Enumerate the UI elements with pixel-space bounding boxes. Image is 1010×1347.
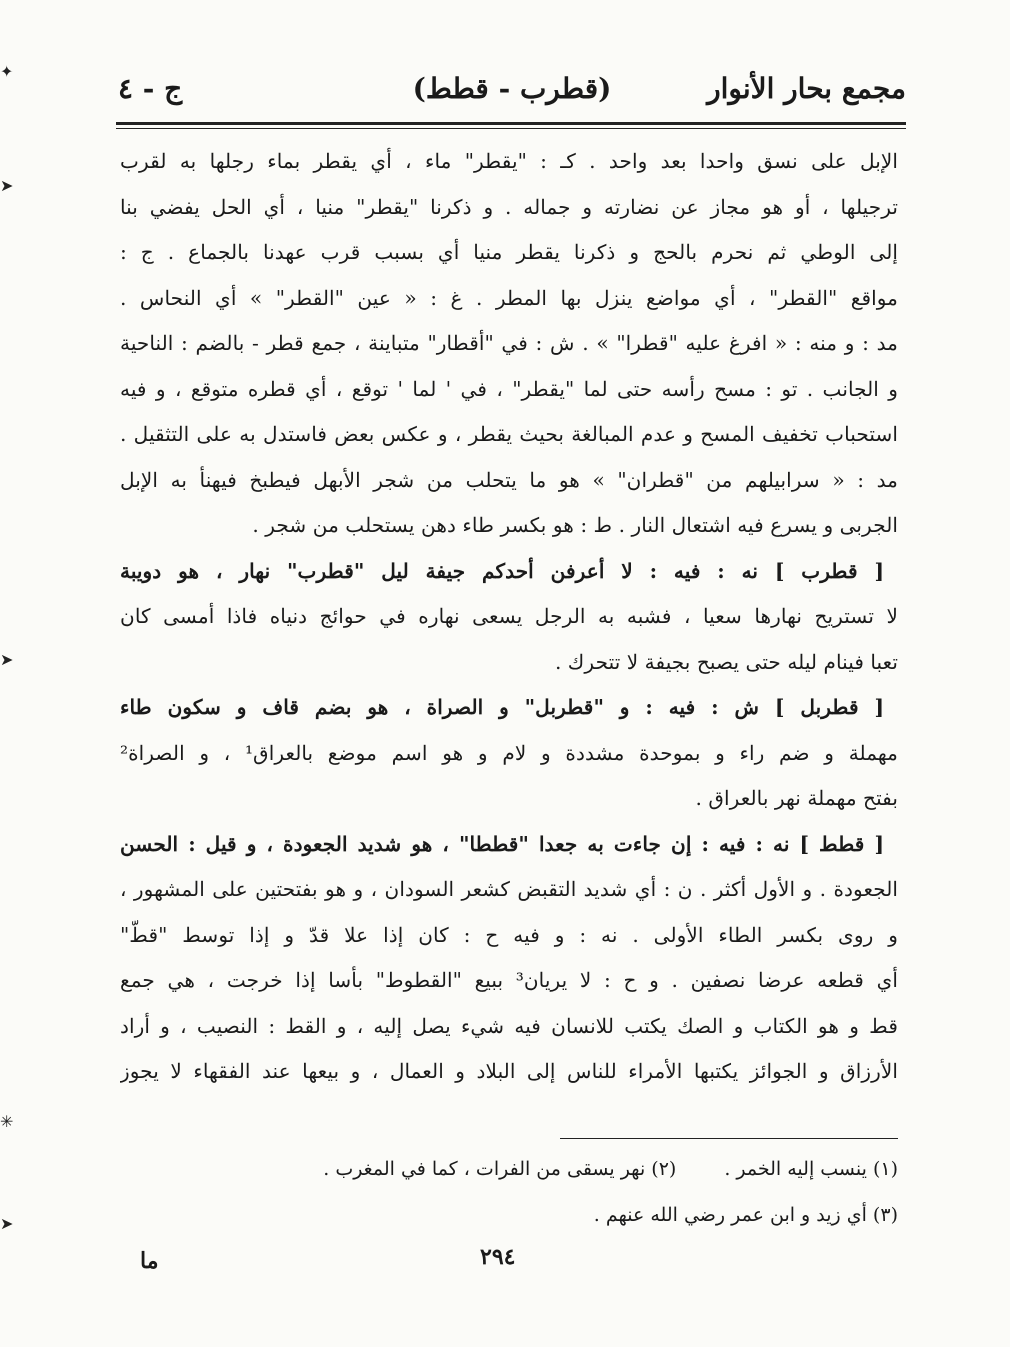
text-line: إلى الوطي ثم نحرم بالحج و ذكرنا يقطر منيا أي بسبب قرب عهدنا بالجماع . ج : <box>120 240 898 264</box>
text-line: لا تستريح نهارها سعيا ، فشبه به الرجل يسعى نهاره في حوائج دنياه فاذا أمسى كان <box>120 604 898 628</box>
footnote-line-1 <box>120 1146 898 1192</box>
book-title: مجمع بحار الأنوار <box>707 72 906 105</box>
text-line: الإبل على نسق واحدا بعد واحد . كـ : "يقطر" ماء ، أي يقطر بماء رجلها به لقرب <box>120 149 898 173</box>
main-text <box>120 139 898 1129</box>
margin-mark: ✦ <box>0 62 14 81</box>
text-line: و الجانب . تو : مسح رأسه حتى لما "يقطر" ، في ' لما ' توقع ، أي قطره متوقع ، و فيه <box>120 376 898 401</box>
margin-mark: ➤ <box>0 1214 14 1233</box>
footnote-rule <box>560 1138 898 1139</box>
text-line: مد : و منه : « افرغ عليه "قطرا" » . ش : في "أقطار" متباينة ، جمع قطر - بالضم : الناحية <box>120 331 898 355</box>
catchword: ما <box>140 1248 159 1274</box>
text-line: استحباب تخفيف المسح و عدم المبالغة بحيث يقطر ، و عكس بعض فاستدل به على التثقيل . <box>120 422 898 446</box>
margin-mark: ➤ <box>0 650 14 669</box>
volume-label: ج - ٤ <box>118 72 183 105</box>
text-line: الأرزاق و الجوائز يكتبها الأمراء للناس إلى البلاد و العمال ، و بيعها عند الفقهاء لا يجوز <box>120 1059 898 1083</box>
page-header <box>118 72 906 118</box>
text-line: ترجيلها ، أو هو مجاز عن نضارته و جماله . و ذكرنا "يقطر" منيا ، أي الحل يفضي بنا <box>120 194 898 219</box>
footnote-3: (٣) أي زيد و ابن عمر رضي الله عنهم . <box>593 1204 898 1226</box>
header-rule-thin <box>116 128 906 129</box>
text-line: بفتح مهملة نهر بالعراق . <box>695 786 898 810</box>
text-line: مهملة و ضم راء و بموحدة مشددة و لام و هو اسم موضع بالعراق¹ ، و الصراة² <box>120 740 898 765</box>
entry-qutrub-start: [ قطرب ] نه : فيه : لا أعرفن أحدكم جيفة ليل "قطرب" نهار ، هو دويبة <box>120 558 884 583</box>
header-rule-thick <box>116 122 906 125</box>
text-line: الجعودة . و الأول أكثر . ن : أي شديد التقبض كشعر السودان ، و هو بفتحتين على المشهور ، <box>120 877 898 901</box>
text-line: الجربى و يسرع فيه اشتعال النار . ط : هو بكسر طاء دهن يستحلب من شجر . <box>252 513 898 537</box>
text-line: و روى بكسر الطاء الأولى . نه : و فيه ح : كان إذا علا قدّ و إذا توسط "قطّ" <box>120 922 898 947</box>
text-line: تعبا فينام ليله حتى يصبح بجيفة لا تتحرك . <box>554 649 898 674</box>
page-number: ٢٩٤ <box>480 1244 516 1270</box>
text-line: مواقع "القطر" ، أي مواضع ينزل بها المطر . غ : « عين "القطر" » أي النحاس . <box>120 285 898 310</box>
footnote-1: (١) ينسب إليه الخمر . <box>724 1158 898 1180</box>
entry-range: (قطرب - قطط) <box>412 72 612 105</box>
footnotes <box>120 1146 898 1238</box>
margin-mark: ✳ <box>0 1112 14 1131</box>
entry-qatat-start: [ قطط ] نه : فيه : إن جاءت به جعدا "قططا" ، هو شديد الجعودة ، و قيل : الحسن <box>120 831 884 856</box>
margin-mark: ➤ <box>0 176 14 195</box>
entry-qutrubbul-start: [ قطربل ] ش : فيه : و "قطربل" و الصراة ، هو بضم قاف و سكون طاء <box>120 695 884 719</box>
text-line: قط و هو الكتاب و الصك يكتب للانسان فيه شيء يصل إليه ، و القط : النصيب ، و أراد <box>120 1013 898 1038</box>
text-line: أي قطعه عرضا نصفين . و ح : لا يريان³ ببيع "القطوط" بأسا إذا خرجت ، هي جمع <box>120 968 898 992</box>
text-line: مد : « سرابيلهم من "قطران" » هو ما يتحلب من شجر الأبهل فيطبخ فيهنأ به الإبل <box>120 467 898 492</box>
footnote-2: (٢) نهر يسقى من الفرات ، كما في المغرب . <box>323 1158 677 1180</box>
